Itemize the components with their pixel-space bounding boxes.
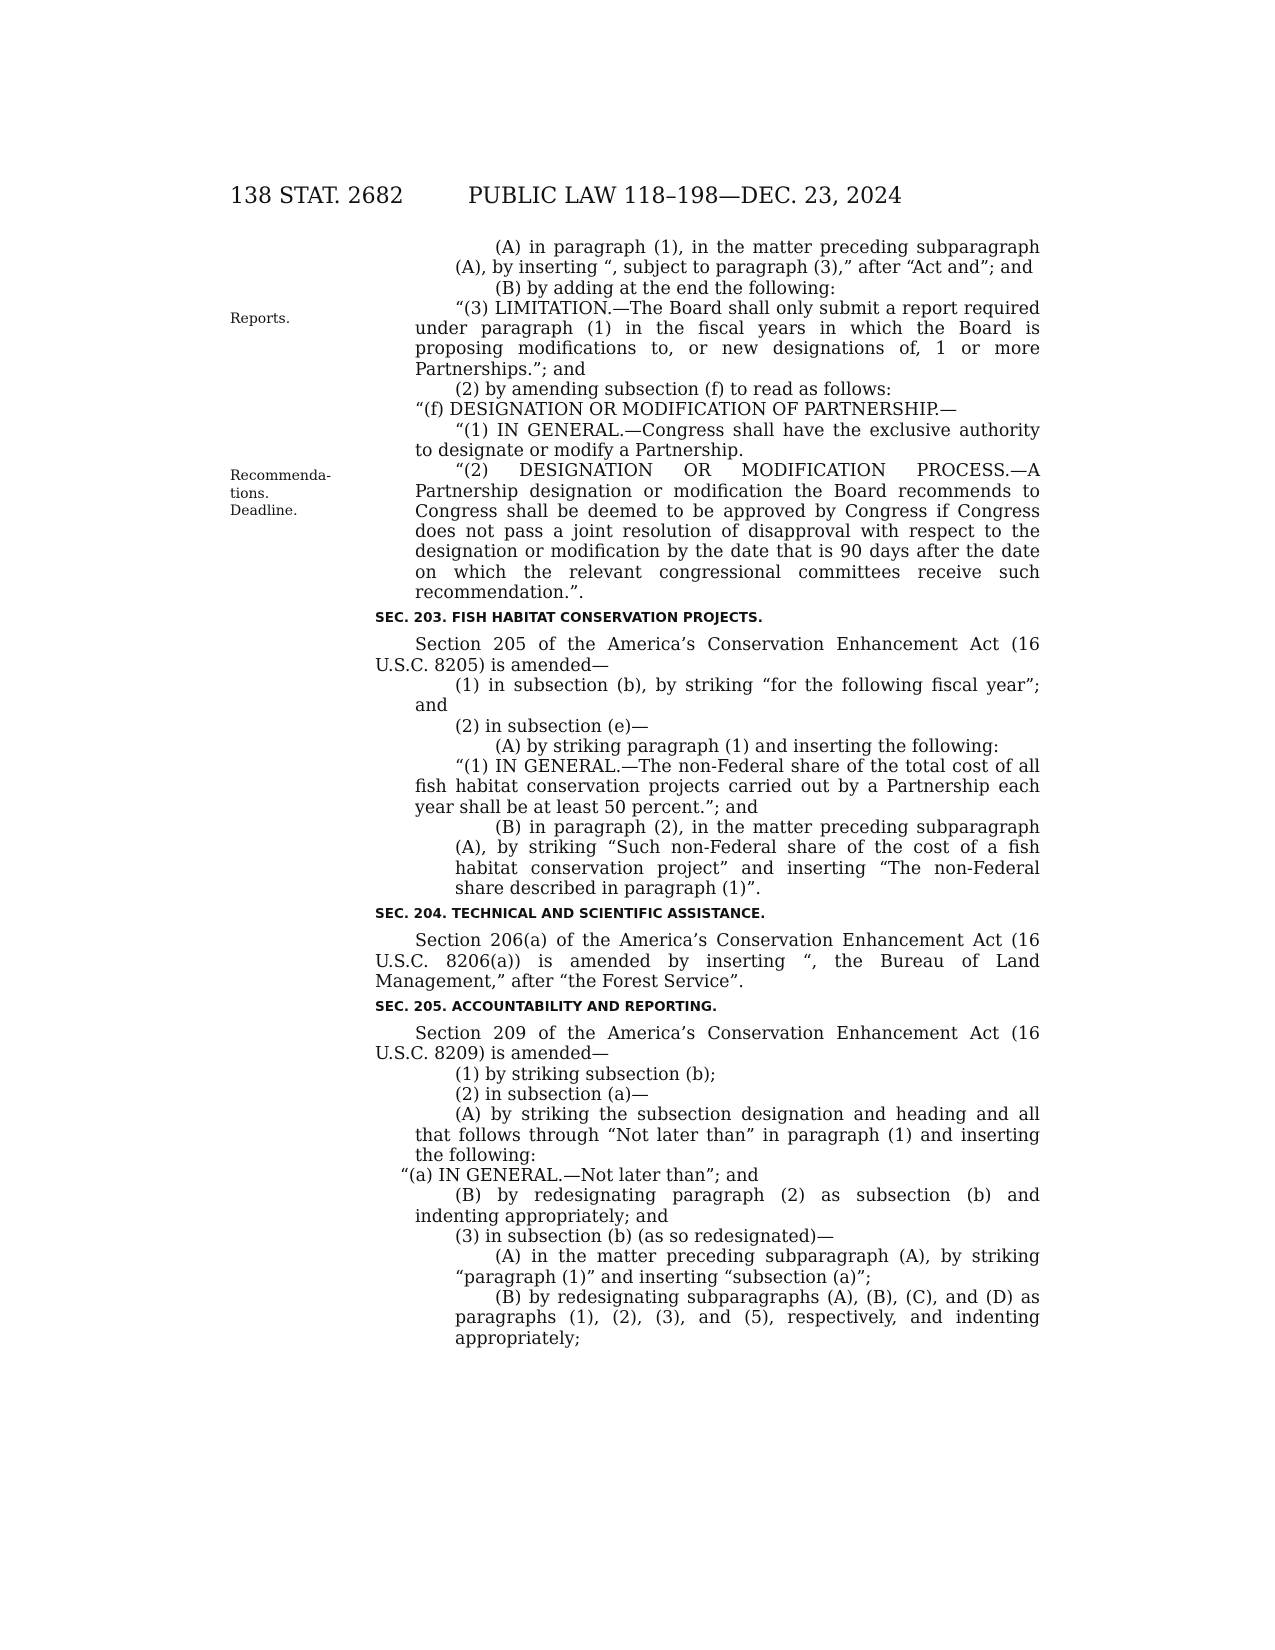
margin-note-reports: Reports. <box>230 311 291 327</box>
paragraph: “(1) IN GENERAL.—Congress shall have the exclusive authority to designate or modify a Partnership. <box>415 420 1040 461</box>
paragraph: “(a) IN GENERAL.—Not later than”; and <box>400 1166 759 1187</box>
paragraph: (B) by adding at the end the following: <box>495 278 836 299</box>
paragraph: (3) in subsection (b) (as so redesignated)— <box>455 1227 834 1248</box>
paragraph: Section 205 of the America’s Conservation Enhancement Act (16 U.S.C. 8205) is amended— <box>375 635 1040 676</box>
paragraph: (1) by striking subsection (b); <box>455 1064 716 1085</box>
paragraph: (1) in subsection (b), by striking “for the following fiscal year”; and <box>415 675 1040 717</box>
paragraph: “(1) IN GENERAL.—The non-Federal share of the total cost of all fish habitat conservation projects carried out by a Partnership each year shall be at least 50 percent.”; and <box>415 757 1040 818</box>
paragraph: (A) in paragraph (1), in the matter preceding subparagraph (A), by inserting “, subject to paragraph (3),” after “Act and”; and <box>455 238 1040 279</box>
section-heading: SEC. 204. TECHNICAL AND SCIENTIFIC ASSISTANCE. <box>375 906 766 923</box>
document-body <box>375 238 1040 1349</box>
paragraph: (2) in subsection (a)— <box>455 1084 649 1105</box>
paragraph: (2) by amending subsection (f) to read as follows: <box>455 380 892 401</box>
section-heading: SEC. 203. FISH HABITAT CONSERVATION PROJECTS. <box>375 610 763 627</box>
paragraph: (A) by striking the subsection designation and heading and all that follows through “Not later than” in paragraph (1) and inserting the following: <box>415 1105 1040 1166</box>
public-law-title: PUBLIC LAW 118–198—DEC. 23, 2024 <box>468 184 903 209</box>
running-header <box>230 184 1040 214</box>
paragraph: (B) by redesignating subparagraphs (A), (B), (C), and (D) as paragraphs (1), (2), (3), and (5), respectively, and indenting appropriately; <box>455 1287 1040 1349</box>
paragraph: “(2) DESIGNATION OR MODIFICATION PROCESS.—A Partnership designation or modification the Board recommends to Congress shall be deemed to be approved by Congress if Congress does not pass a joint resolution of disapproval with respect to the designation or modification by the date that is 90 days after the date on which the relevant congressional committees receive such recommendation.”. <box>415 461 1040 604</box>
paragraph: (A) in the matter preceding subparagraph (A), by striking “paragraph (1)” and inserting “subsection (a)”; <box>455 1247 1040 1288</box>
paragraph: “(3) LIMITATION.—The Board shall only submit a report required under paragraph (1) in the fiscal years in which the Board is proposing modifications to, or new designations of, 1 or more Partnerships.”; and <box>415 298 1040 380</box>
margin-note-line: tions. <box>230 485 270 502</box>
paragraph: Section 209 of the America’s Conservation Enhancement Act (16 U.S.C. 8209) is amended— <box>375 1024 1040 1065</box>
paragraph: (B) by redesignating paragraph (2) as subsection (b) and indenting appropriately; and <box>415 1186 1040 1227</box>
paragraph: (B) in paragraph (2), in the matter preceding subparagraph (A), by striking “Such non-Federal share of the cost of a fish habitat conservation project” and inserting “The non-Federal share described in paragraph (1)”. <box>455 818 1040 899</box>
paragraph: (A) by striking paragraph (1) and inserting the following: <box>495 736 999 757</box>
margin-note-line: Deadline. <box>230 503 298 519</box>
margin-note-line: Recommenda- <box>230 468 331 484</box>
paragraph: “(f) DESIGNATION OR MODIFICATION OF PARTNERSHIP.— <box>415 400 958 421</box>
section-heading: SEC. 205. ACCOUNTABILITY AND REPORTING. <box>375 999 718 1016</box>
paragraph: Section 206(a) of the America’s Conservation Enhancement Act (16 U.S.C. 8206(a)) is amended by inserting “, the Bureau of Land Management,” after “the Forest Service”. <box>375 931 1040 992</box>
paragraph: (2) in subsection (e)— <box>455 716 649 737</box>
statute-page-number: 138 STAT. 2682 <box>230 184 404 209</box>
margin-note-recommendations <box>230 468 331 521</box>
